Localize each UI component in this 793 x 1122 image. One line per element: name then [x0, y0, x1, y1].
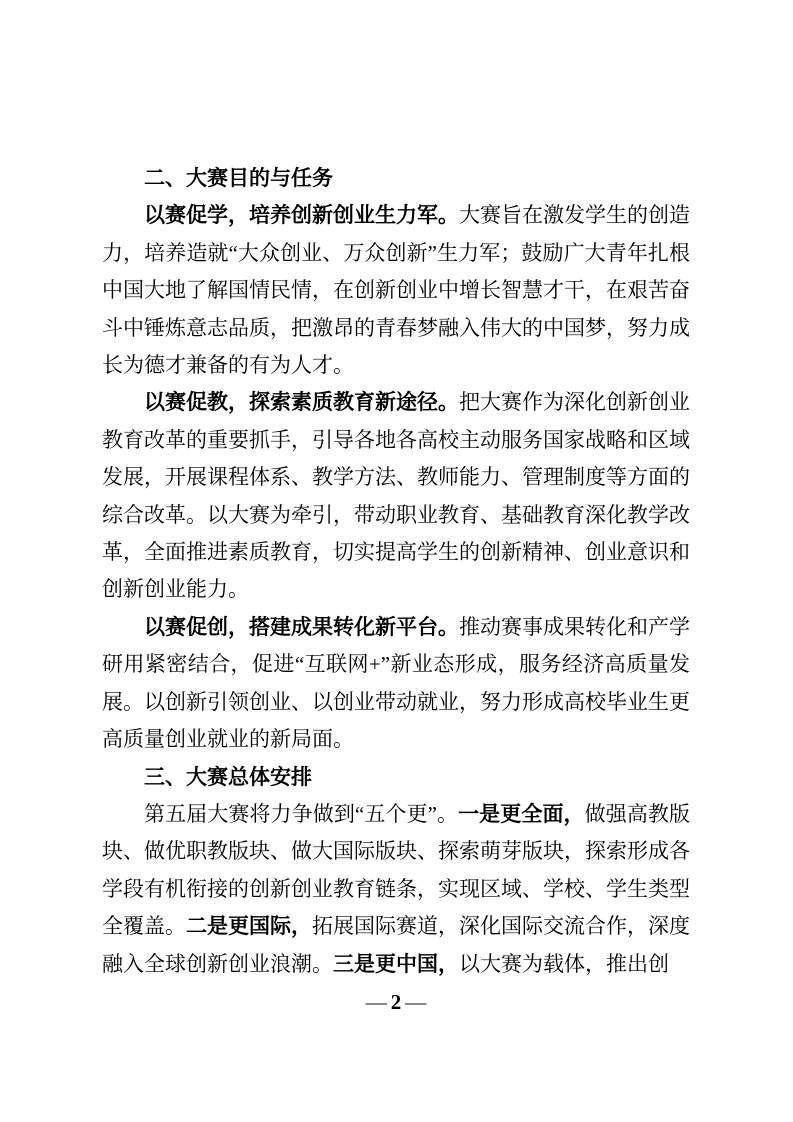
paragraph-promote-learning — [102, 197, 690, 384]
footer-right-dash: — — [405, 989, 427, 1014]
paragraph-body-text: 推动赛事成果转化和产学研用紧密结合，促进“互联网+”新业态形成，服务经济高质量发展。以创新引领创业、以创业带动就业，努力形成高校毕业生更高质量创业就业的新局面。 — [102, 614, 690, 752]
paragraph-body-text: 以大赛为载体，推出创 — [459, 951, 669, 976]
paragraph-body-text: 大赛旨在激发学生的创造力，培养造就“大众创业、万众创新”生力军；鼓励广大青年扎根中国大地了解国情民情，在创新创业中增长智慧才干，在艰苦奋斗中锤炼意志品质，把激昂的青春梦融入伟大的中国梦，努力成长为德才兼备的有为人才。 — [102, 203, 690, 378]
footer-left-dash: — — [365, 989, 387, 1014]
paragraph-body-text: 把大赛作为深化创新创业教育改革的重要抓手，引导各地各高校主动服务国家战略和区域发展，开展课程体系、教学方法、教师能力、管理制度等方面的综合改革。以大赛为牵引，带动职业教育、基础教育深化教学改革，全面推进素质教育，切实提高学生的创新精神、创业意识和创新创业能力。 — [102, 390, 690, 602]
paragraph-promote-innovation — [102, 609, 690, 759]
document-content — [102, 160, 690, 1015]
paragraph-emphasis-first: 一是更全面， — [458, 801, 585, 826]
page-footer — [102, 989, 690, 1015]
paragraph-emphasis-third: 三是更中国， — [333, 951, 459, 976]
section-heading-purpose-tasks: 二、大赛目的与任务 — [144, 167, 333, 190]
paragraph-body-text: 拓展国际赛道，深化国际交流合作，深度融入全球创新创业浪潮。 — [102, 914, 690, 976]
section-heading-overall-arrangement: 三、大赛总体安排 — [144, 765, 312, 789]
paragraph-lead-bold: 以赛促学，培养创新创业生力军。 — [144, 203, 459, 228]
paragraph-body-text: 做强高教版块、做优职教版块、做大国际版块、探索萌芽版块，探索形成各学段有机衔接的创新创业教育链条，实现区域、学校、学生类型全覆盖。 — [102, 801, 691, 939]
paragraph-lead-bold: 以赛促教，探索素质教育新途径。 — [144, 390, 459, 415]
paragraph-lead-bold: 以赛促创，搭建成果转化新平台。 — [144, 614, 459, 639]
paragraph-emphasis-second: 二是更国际， — [186, 914, 312, 939]
paragraph-five-more — [102, 796, 690, 983]
page-number: 2 — [390, 989, 402, 1014]
paragraph-promote-teaching — [102, 384, 690, 608]
paragraph-body-text: 第五届大赛将力争做到“五个更”。 — [144, 801, 459, 826]
